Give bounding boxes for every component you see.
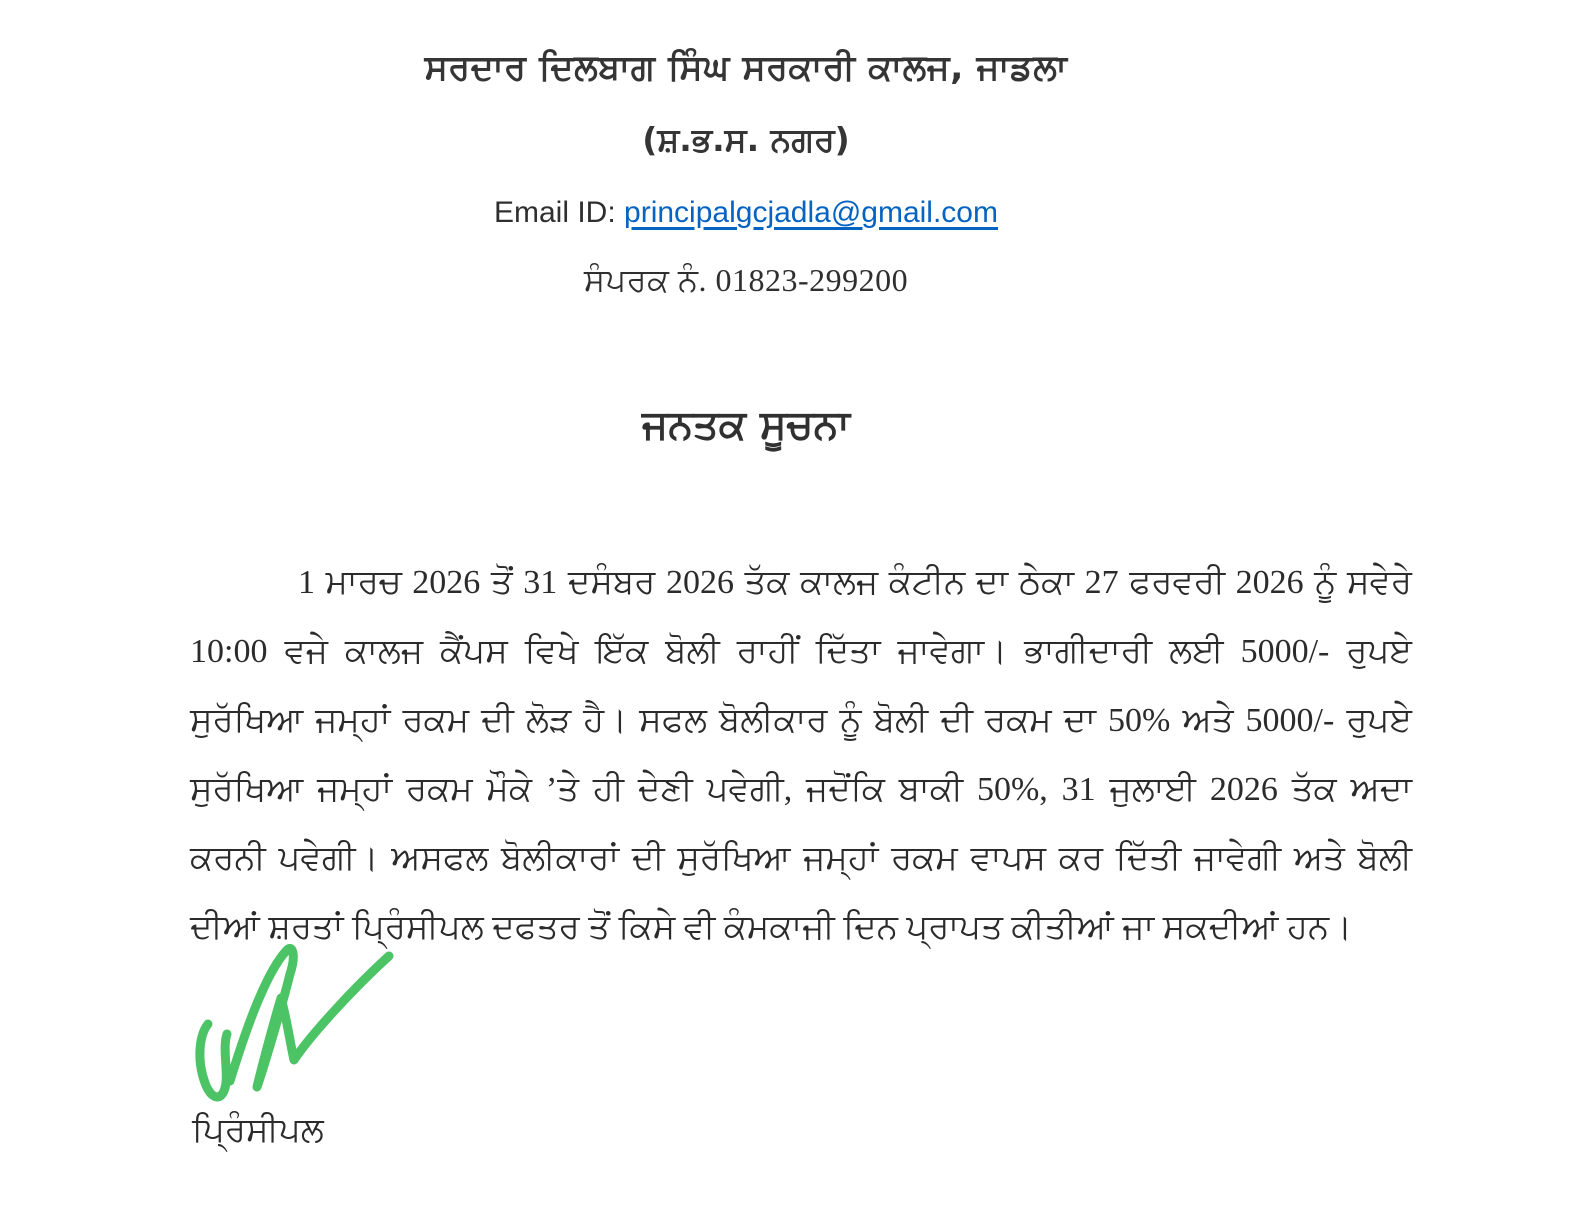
contact-number-line: ਸੰਪਰਕ ਨੰ. 01823-299200 <box>583 262 909 298</box>
signature-stroke-left <box>200 1024 227 1097</box>
email-link[interactable]: principalgcjadla@gmail.com <box>624 196 998 229</box>
signature-stroke-main <box>230 948 389 1087</box>
email-line <box>0 196 1492 230</box>
signoff-label: ਪ੍ਰਿੰਸੀਪਲ <box>192 1112 324 1149</box>
notice-body-paragraph: 1 ਮਾਰਚ 2026 ਤੋਂ 31 ਦਸੰਬਰ 2026 ਤੱਕ ਕਾਲਜ ਕੰਟੀਨ ਦਾ ਠੇਕਾ 27 ਫਰਵਰੀ 2026 ਨੂੰ ਸਵੇਰੇ 10:00 ਵਜੇ ਕਾਲਜ ਕੈਂਪਸ ਵਿਖੇ ਇੱਕ ਬੋਲੀ ਰਾਹੀਂ ਦਿੱਤਾ ਜਾਵੇਗਾ। ਭਾਗੀਦਾਰੀ ਲਈ 5000/- ਰੁਪਏ ਸੁਰੱਖਿਆ ਜਮ੍ਹਾਂ ਰਕਮ ਦੀ ਲੋੜ ਹੈ। ਸਫਲ ਬੋਲੀਕਾਰ ਨੂੰ ਬੋਲੀ ਦੀ ਰਕਮ ਦਾ 50% ਅਤੇ 5000/- ਰੁਪਏ ਸੁਰੱਖਿਆ ਜਮ੍ਹਾਂ ਰਕਮ ਮੌਕੇ ’ਤੇ ਹੀ ਦੇਣੀ ਪਵੇਗੀ, ਜਦੋਂਕਿ ਬਾਕੀ 50%, 31 ਜੁਲਾਈ 2026 ਤੱਕ ਅਦਾ ਕਰਨੀ ਪਵੇਗੀ। ਅਸਫਲ ਬੋਲੀਕਾਰਾਂ ਦੀ ਸੁਰੱਖਿਆ ਜਮ੍ਹਾਂ ਰਕਮ ਵਾਪਸ ਕਰ ਦਿੱਤੀ ਜਾਵੇਗੀ ਅਤੇ ਬੋਲੀ ਦੀਆਂ ਸ਼ਰਤਾਂ ਪ੍ਰਿੰਸੀਪਲ ਦਫਤਰ ਤੋਂ ਕਿਸੇ ਵੀ ਕੰਮਕਾਜੀ ਦਿਨ ਪ੍ਰਾਪਤ ਕੀਤੀਆਂ ਜਾ ਸਕਦੀਆਂ ਹਨ। <box>190 564 1412 946</box>
email-label: Email ID: <box>494 196 625 229</box>
signature-icon <box>160 930 520 1120</box>
college-name: ਸਰਦਾਰ ਦਿਲਬਾਗ ਸਿੰਘ ਸਰਕਾਰੀ ਕਾਲਜ, ਜਾਡਲਾ <box>424 48 1068 88</box>
district-line: (ਸ਼.ਭ.ਸ. ਨਗਰ) <box>642 120 850 159</box>
notice-heading: ਜਨਤਕ ਸੂਚਨਾ <box>642 402 850 448</box>
principal-signature <box>160 930 520 1120</box>
